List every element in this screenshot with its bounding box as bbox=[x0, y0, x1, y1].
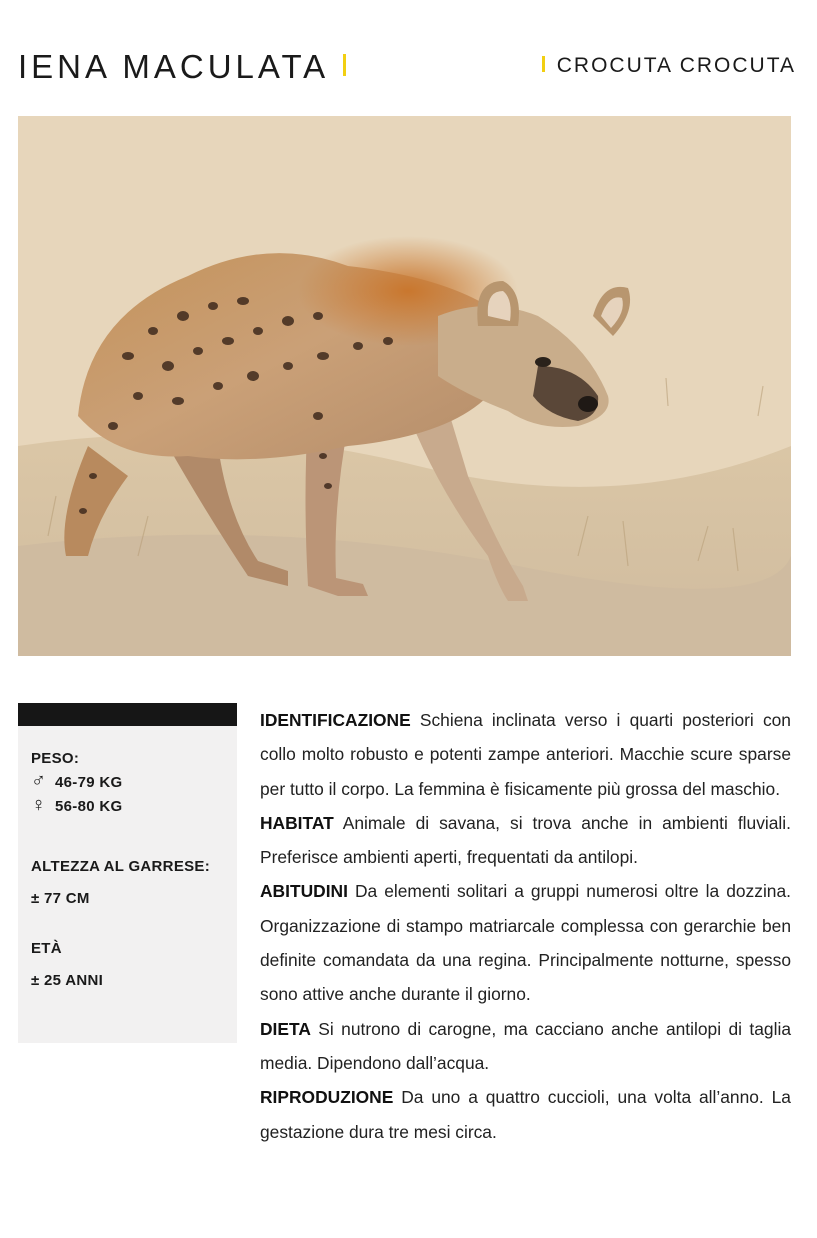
scientific-accent-bar bbox=[542, 56, 545, 72]
female-symbol-icon: ♀ bbox=[31, 794, 47, 816]
section-keyword: DIETA bbox=[260, 1018, 311, 1039]
section-reproduction bbox=[260, 1080, 791, 1149]
section-body: Da elementi solitari a gruppi numerosi oltre la dozzina. Organizzazione di stampo matriarcale complessa con gerarchie ben definite comandata da una regina. Principalmente notturne, spesso sono attive anche durante il giorno. bbox=[260, 881, 791, 1005]
section-keyword: IDENTIFICAZIONE bbox=[260, 710, 411, 730]
scientific-name-title bbox=[542, 54, 796, 78]
section-body: Animale di savana, si trova anche in ambienti fluviali. Preferisce ambienti aperti, frequentati da antilopi. bbox=[260, 812, 791, 868]
section-keyword: ABITUDINI bbox=[260, 881, 348, 902]
common-name-text: IENA MACULATA bbox=[18, 48, 330, 85]
section-body: Si nutrono di carogne, ma cacciano anche antilopi di taglia media. Dipendono dall’acqua. bbox=[260, 1018, 791, 1073]
male-symbol-icon: ♂ bbox=[31, 770, 47, 792]
common-name-title bbox=[18, 48, 346, 86]
title-accent-bar bbox=[343, 54, 346, 76]
height-stat bbox=[31, 856, 210, 910]
section-body: Da uno a quattro cuccioli, una volta all’anno. La gestazione dura tre mesi circa. bbox=[260, 1087, 791, 1142]
section-habits bbox=[260, 874, 791, 1011]
section-identification bbox=[260, 703, 791, 806]
section-keyword: RIPRODUZIONE bbox=[260, 1087, 394, 1108]
male-weight-row bbox=[31, 770, 122, 794]
age-label: ETÀ bbox=[31, 940, 62, 957]
age-stat bbox=[31, 938, 103, 992]
section-body: Schiena inclinata verso i quarti posteriori con collo molto robusto e potenti zampe anteriori. Macchie scure sparse per tutto il corpo. La femmina è fisicamente più grossa del maschio. bbox=[260, 710, 791, 799]
stats-panel-header-bar bbox=[18, 703, 237, 726]
section-diet bbox=[260, 1012, 791, 1081]
height-value: ± 77 CM bbox=[31, 890, 90, 907]
hyena-illustration bbox=[18, 116, 791, 656]
female-weight-value: 56-80 KG bbox=[55, 798, 123, 815]
male-weight-value: 46-79 KG bbox=[55, 774, 123, 791]
stats-panel bbox=[18, 703, 237, 1043]
section-keyword: HABITAT bbox=[260, 812, 334, 833]
weight-stat bbox=[31, 748, 122, 818]
age-value: ± 25 ANNI bbox=[31, 972, 104, 989]
spotted-hyena-photo bbox=[18, 116, 791, 656]
female-weight-row bbox=[31, 794, 122, 818]
page-header bbox=[18, 48, 796, 92]
section-habitat bbox=[260, 806, 791, 875]
weight-label: PESO: bbox=[31, 750, 80, 767]
scientific-name-text: CROCUTA CROCUTA bbox=[556, 54, 796, 77]
description-text bbox=[260, 703, 791, 1149]
height-label: ALTEZZA AL GARRESE: bbox=[31, 858, 211, 875]
